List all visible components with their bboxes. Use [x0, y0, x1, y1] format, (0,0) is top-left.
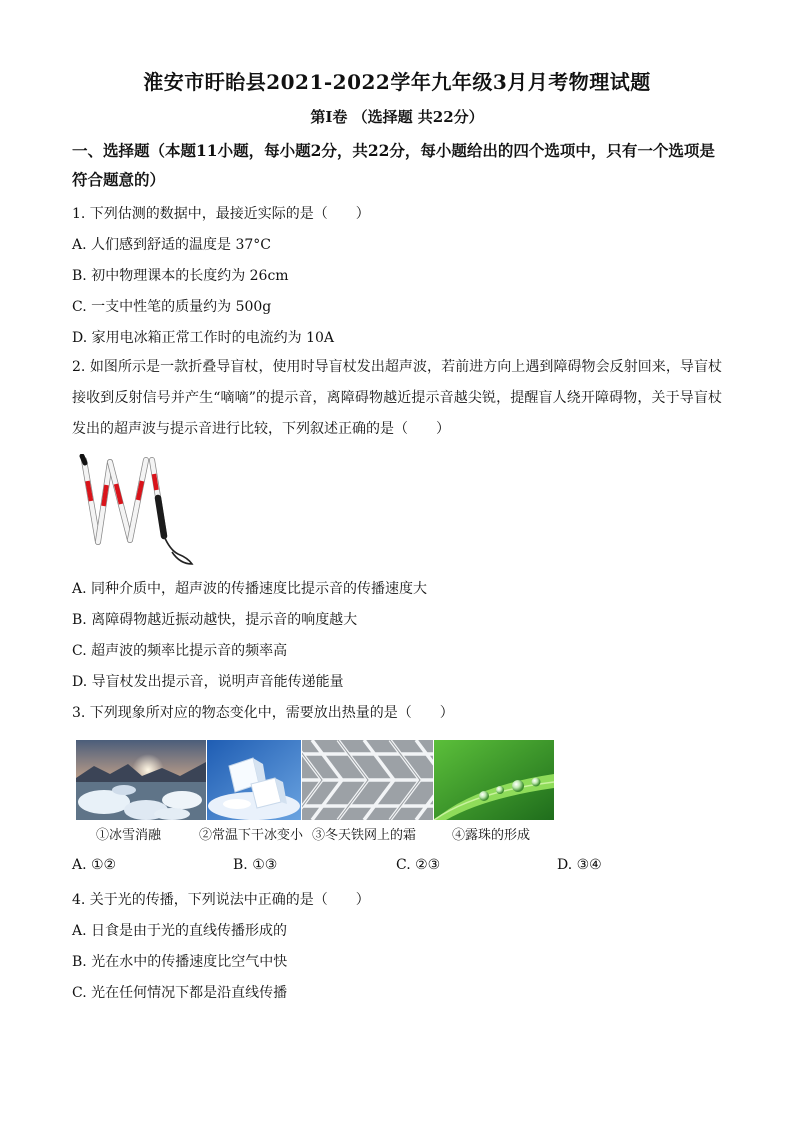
folding-cane-illustration: [74, 454, 196, 566]
question-4-stem: 4. 关于光的传播，下列说法中正确的是（ ）: [72, 892, 370, 908]
question-1-option-b: B. 初中物理课本的长度约为 26cm: [72, 268, 289, 284]
question-1-stem: 1. 下列估测的数据中，最接近实际的是（ ）: [72, 206, 370, 222]
question-2-option-a: A. 同种介质中，超声波的传播速度比提示音的传播速度大: [72, 581, 428, 597]
question-3-option-a: A. ①②: [72, 857, 117, 873]
exam-title: 淮安市盱眙县2021-2022学年九年级3月月考物理试题: [143, 70, 651, 94]
melting-ice-photo: [76, 740, 206, 820]
question-4-option-b: B. 光在水中的传播速度比空气中快: [72, 954, 288, 970]
question-1-option-c: C. 一支中性笔的质量约为 500g: [72, 299, 272, 315]
question-1-option-d: D. 家用电冰箱正常工作时的电流约为 10A: [72, 330, 335, 346]
question-1-option-a: A. 人们感到舒适的温度是 37°C: [72, 237, 271, 253]
caption-1: ①冰雪消融: [96, 828, 162, 843]
question-4-option-c: C. 光在任何情况下都是沿直线传播: [72, 985, 288, 1001]
caption-3: ③冬天铁网上的霜: [312, 828, 417, 843]
dry-ice-photo: [207, 740, 301, 820]
question-3-option-b: B. ①③: [233, 857, 278, 873]
question-2-option-d: D. 导盲杖发出提示音，说明声音能传递能量: [72, 674, 344, 690]
question-2-stem: 2. 如图所示是一款折叠导盲杖，使用时导盲杖发出超声波，若前进方向上遇到障碍物会反射回来，导盲杖接收到反射信号并产生“嘀嘀”的提示音，离障碍物越近提示音越尖锐，提醒盲人绕开障碍物，关于导盲杖发出的超声波与提示音进行比较，下列叙述正确的是（ ）: [72, 359, 722, 437]
caption-4: ④露珠的形成: [452, 828, 531, 843]
frost-mesh-photo: [302, 740, 433, 820]
question-2-option-c: C. 超声波的频率比提示音的频率高: [72, 643, 288, 659]
dew-drops-photo: [434, 740, 554, 820]
question-2-option-b: B. 离障碍物越近振动越快，提示音的响度越大: [72, 612, 358, 628]
caption-2: ②常温下干冰变小: [199, 828, 304, 843]
question-3-option-d: D. ③④: [557, 857, 602, 873]
question-3-stem: 3. 下列现象所对应的物态变化中，需要放出热量的是（ ）: [72, 705, 454, 721]
question-3-option-c: C. ②③: [396, 857, 441, 873]
exam-subtitle: 第Ⅰ卷 （选择题 共22分）: [310, 108, 484, 126]
section-heading: 一、选择题（本题11小题，每小题2分，共22分，每小题给出的四个选项中，只有一个选项是符合题意的）: [72, 141, 715, 189]
question-4-option-a: A. 日食是由于光的直线传播形成的: [72, 923, 288, 939]
